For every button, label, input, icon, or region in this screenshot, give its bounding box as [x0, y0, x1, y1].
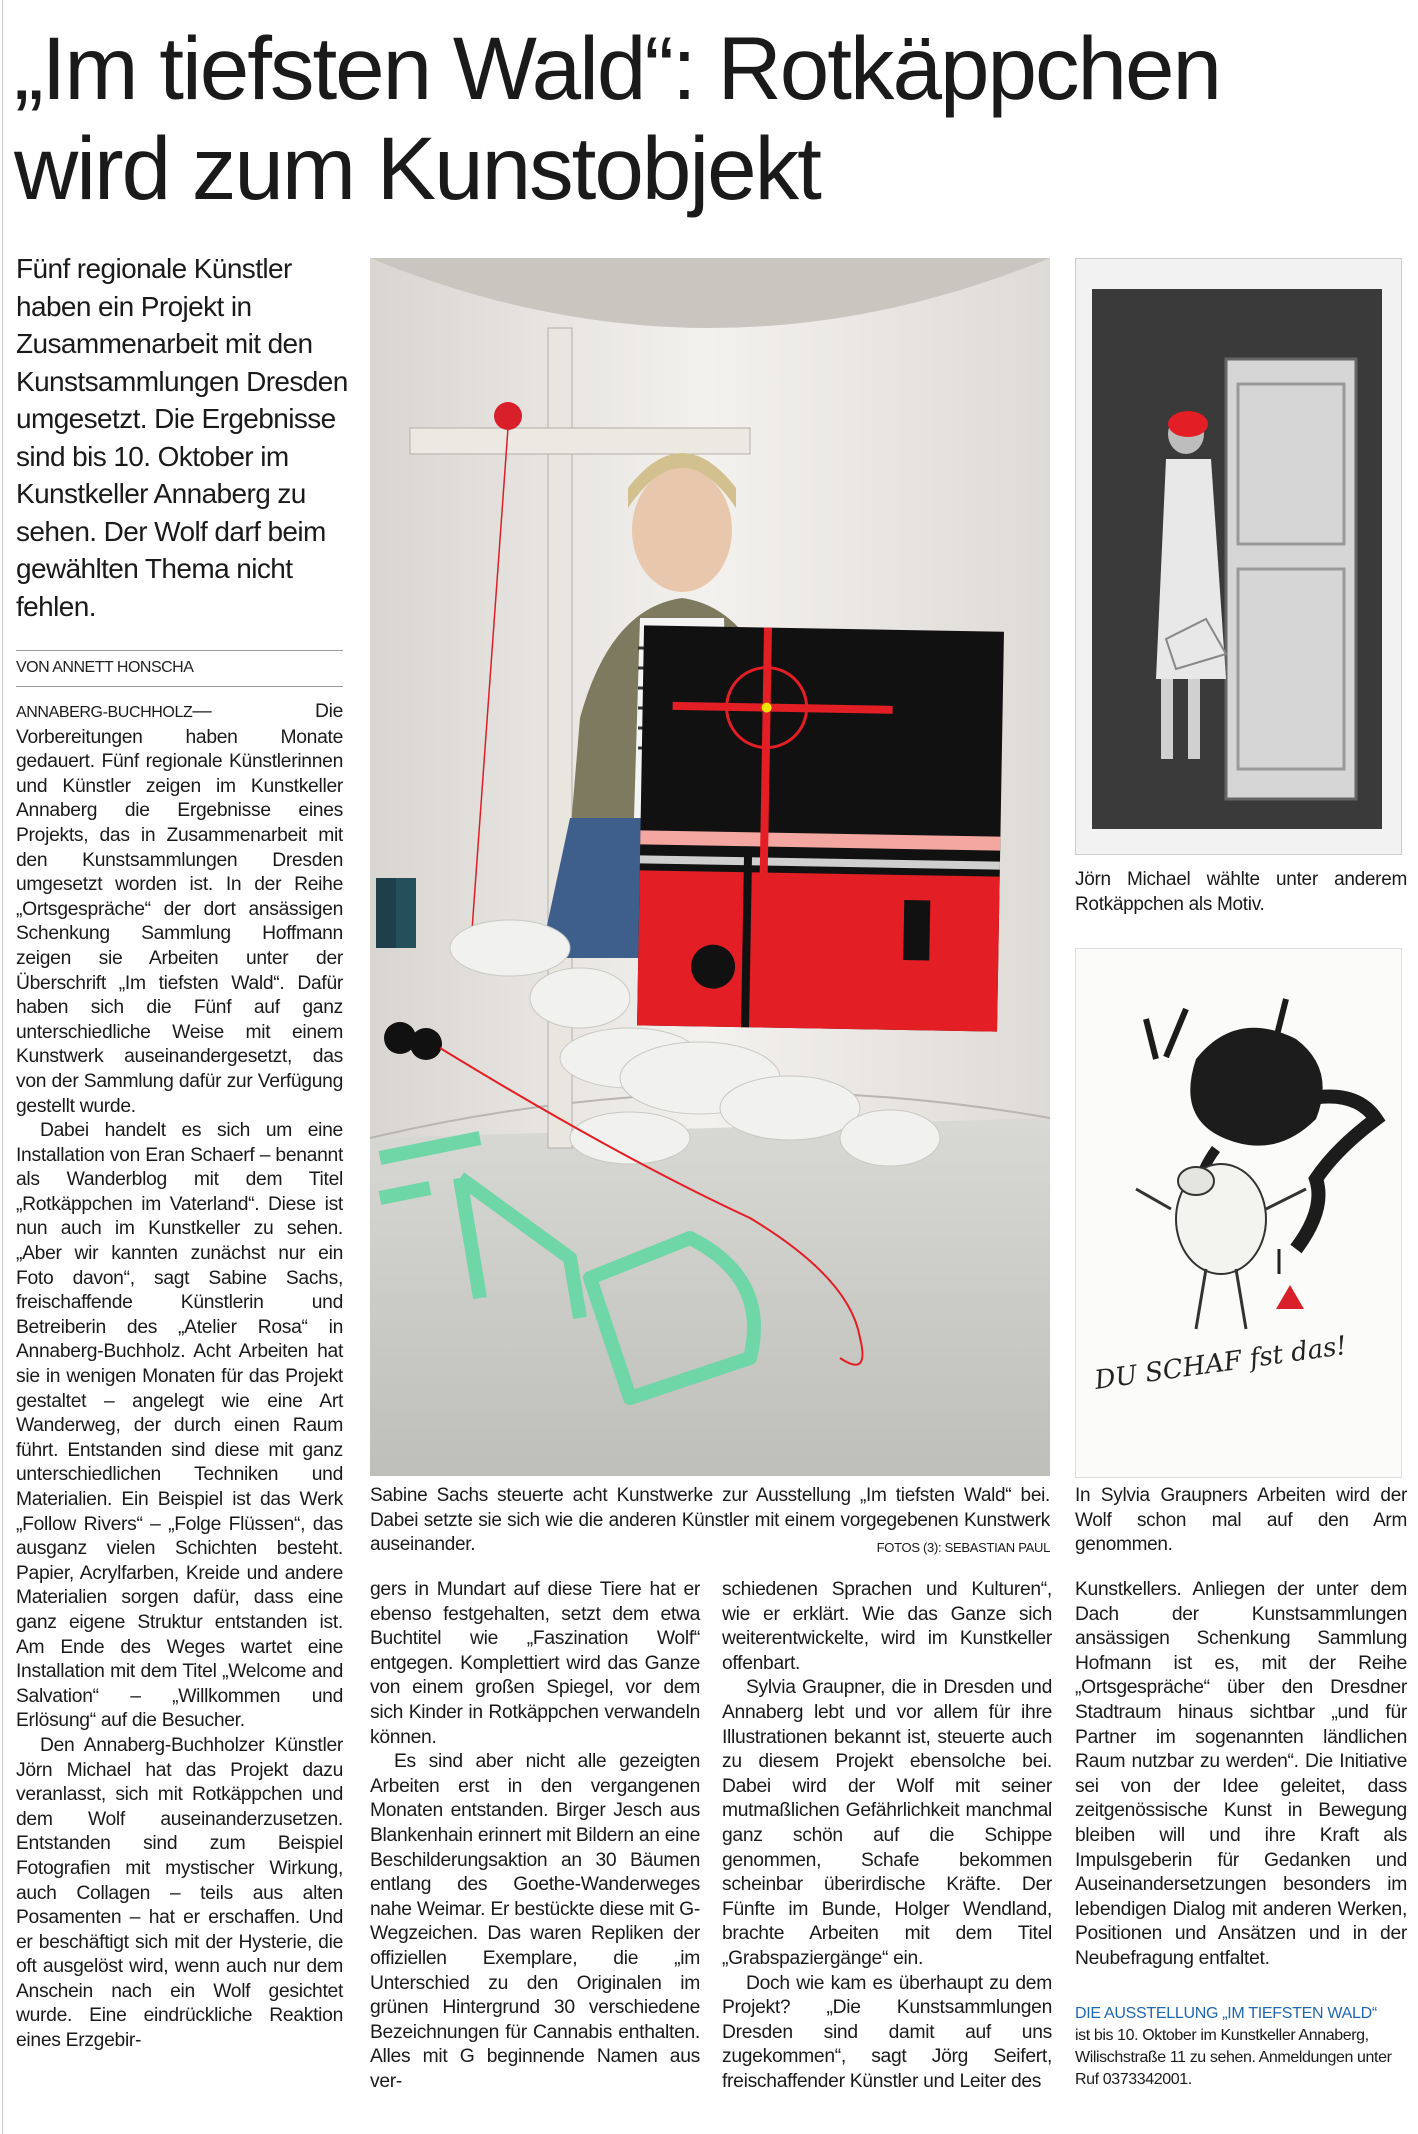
- body-column-3: [722, 1578, 1052, 2094]
- headline: [14, 18, 1409, 218]
- main-caption: [370, 1484, 1050, 1560]
- body-column-2: [370, 1578, 700, 2094]
- info-box-text: ist bis 10. Oktober im Kunstkeller Annaberg, Wilischstraße 11 zu sehen. Anmeldungen unter Ruf 0373342001.: [1075, 2027, 1392, 2088]
- paragraph: Dabei handelt es sich um eine Installation von Eran Schaerf – benannt als Wanderblog mit dem Titel „Rotkäppchen im Vaterland“. Diese ist nun auch im Kunstkeller zu sehen. „Aber wir kannten zunächst nur ein Foto davon“, sagt Sabine Sachs, freischaffende Künstlerin und Betreiberin des „Atelier Rosa“ in Annaberg-Buchholz. Acht Arbeiten hat sie in wenigen Monaten für das Projekt gestaltet – angelegt wie eine Art Wanderweg, der durch einen Raum führt. Entstanden sind diese mit ganz unterschiedlichen Techniken und Materialien. Ein Beispiel ist das Werk „Follow Rivers“ – „Folge Flüssen“, das ausganz vielen Schichten besteht. Papier, Acrylfarben, Kreide und andere Materialien sorgen dafür, dass eine ganz eigene Struktur entstanden ist. Am Ende des Weges wartet eine Installation mit dem Titel „Welcome and Salvation“ – „Willkommen und Erlösung“ auf die Besucher.: [16, 1120, 343, 1732]
- photo-rotkaeppchen: [1075, 258, 1402, 855]
- page-edge: [2, 0, 3, 2134]
- byline-rule-top: [16, 650, 343, 651]
- headline-line-2: wird zum Kunstobjekt: [14, 118, 820, 218]
- paragraph: Kunstkellers. Anliegen der unter dem Dach der Kunstsammlungen ansässigen Schenkung Sammlung Hofmann ist es, mit der Reihe „Ortsgespräche“ über den Dresdner Stadtraum hinaus sichtbar „und für Partner im sogenannten ländlichen Raum nutzbar zu werden“. Die Initiative sei von der Idee geleitet, dass zeitgenössische Kunst in Bewegung bleiben will und ihre Kraft als Impulsgeberin für Gedanken und Auseinandersetzungen besonders im lebendigen Dialog mit anderen Werken, Positionen und Ansätzen und in der Neubefragung entfaltet.: [1075, 1579, 1407, 1969]
- info-box-heading: DIE AUSSTELLUNG „IM TIEFSTEN WALD“: [1075, 2005, 1377, 2022]
- caption-bottom-right: In Sylvia Graupners Arbeiten wird der Wolf schon mal auf den Arm genommen.: [1075, 1485, 1407, 1556]
- byline-rule-bottom: [16, 686, 343, 687]
- info-box: [1075, 2003, 1407, 2091]
- main-photo: [370, 258, 1050, 1476]
- headline-line-1: „Im tiefsten Wald“: Rotkäppchen: [14, 18, 1220, 118]
- caption-top-right: Jörn Michael wählte unter anderem Rotkäppchen als Motiv.: [1075, 869, 1407, 915]
- teaser: Fünf regionale Künstler haben ein Projekt in Zusammenarbeit mit den Kunstsammlungen Dresden umgesetzt. Die Ergebnisse sind bis 10. Oktober im Kunstkeller Annaberg zu sehen. Der Wolf darf beim gewählten Thema nicht fehlen.: [16, 253, 348, 622]
- illustration-wolf-sheep: [1075, 948, 1402, 1478]
- byline: VON ANNETT HONSCHA: [16, 659, 194, 676]
- dateline: ANNABERG-BUCHHOLZ: [16, 704, 193, 721]
- paragraph: [16, 700, 343, 1119]
- paragraph: Den Annaberg-Buchholzer Künstler Jörn Michael hat das Projekt dazu veranlasst, sich mit Rotkäppchen und dem Wolf auseinanderzusetzen. Entstanden sind zum Beispiel Fotografien mit mystischer Wirkung, auch Collagen – teils aus alten Posamenten – hat er erschaffen. Und er beschäftigt sich mit der Hysterie, die oft ausgelöst wird, wenn auch nur dem Anschein nach ein Wolf gesichtet wurde. Eine eindrückliche Reaktion eines Erzgebir-: [16, 1734, 343, 2052]
- illustration-text: DU SCHAF fst das!: [1092, 1330, 1349, 1396]
- paragraph: Es sind aber nicht alle gezeigten Arbeiten erst in den vergangenen Monaten entstanden. Birger Jesch aus Blankenhain erinnert mit Bildern an eine Beschilderungsaktion an 30 Bäumen entlang des Goethe-Wanderweges nahe Weimar. Er bestückte diese mit G-Wegzeichen. Das waren Repliken der offiziellen Exemplare, die „im Unterschied zu den Originalen im grünen Hintergrund 30 verschiedene Bezeichnungen für Cannabis enthalten. Alles mit G beginnende Namen aus ver-: [370, 1751, 700, 2092]
- paragraph: gers in Mundart auf diese Tiere hat er ebenso festgehalten, setzt dem etwa Buchtitel wie „Faszination Wolf“ entgegen. Komplettiert wird das Ganze von einem großen Spiegel, vor dem sich Kinder in Rotkäppchen verwandeln können.: [370, 1579, 700, 1748]
- paragraph-text: — Die Vorbereitungen haben Monate gedauert. Fünf regionale Künstlerinnen und Künstler zeigen im Kunstkeller Annaberg die Ergebnisse eines Projekts, das in Zusammenarbeit mit den Kunstsammlungen Dresden umgesetzt worden ist. In der Reihe „Ortsgespräche“ der dort ansässigen Schenkung Sammlung Hoffmann zeigen sie Arbeiten unter der Überschrift „Im tiefsten Wald“. Dafür haben sich die Fünf auf ganz unterschiedliche Weise mit einem Kunstwerk auseinandergesetzt, das von der Sammlung dafür zur Verfügung gestellt wurde.: [16, 701, 343, 1117]
- paragraph: schiedenen Sprachen und Kulturen“, wie er erklärt. Wie das Ganze sich weiterentwickelte, wird im Kunstkeller offenbart.: [722, 1579, 1052, 1674]
- body-column-4: [1075, 1578, 1407, 1972]
- main-caption-text: Sabine Sachs steuerte acht Kunstwerke zur Ausstellung „Im tiefsten Wald“ bei. Dabei setzte sie sich wie die anderen Künstler mit einem vorgegebenen Kunstwerk auseinander.: [370, 1485, 1050, 1556]
- paragraph: Doch wie kam es überhaupt zu dem Projekt? „Die Kunstsammlungen Dresden sind damit auf uns zugekommen“, sagt Jörg Seifert, freischaffender Künstler und Leiter des: [722, 1972, 1052, 2092]
- photo-credit: FOTOS (3): SEBASTIAN PAUL: [876, 1539, 1050, 1555]
- paragraph: Sylvia Graupner, die in Dresden und Annaberg lebt und vor allem für ihre Illustrationen bekannt ist, steuerte auch zu diesem Projekt ebensolche bei. Dabei wird der Wolf mit seiner mutmaßlichen Gefährlichkeit manchmal ganz schön auf die Schippe genommen, Schafe bekommen scheinbar überirdische Kräfte. Der Fünfte im Bunde, Holger Wendland, brachte Arbeiten mit dem Titel „Grabspaziergänge“ ein.: [722, 1677, 1052, 1969]
- body-column-1: [16, 700, 343, 2054]
